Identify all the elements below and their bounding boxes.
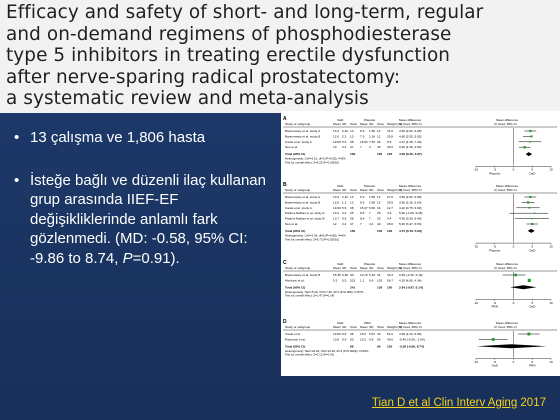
study-value: 4 <box>369 145 371 150</box>
study-value: 13 <box>350 200 354 205</box>
panel-note: Test for overall effect: Z=9.73 (P<0.00001) <box>285 237 340 242</box>
col-header-sd: SD <box>342 325 347 329</box>
col-header-mean: Mean <box>360 266 368 270</box>
study-value: 13 <box>350 195 354 199</box>
study-value: 40 <box>377 145 381 150</box>
col-header-sd: SD <box>369 325 374 329</box>
study-value: 19.69 <box>333 139 341 144</box>
point-estimate <box>527 333 530 336</box>
favours-left: Placebo <box>489 171 501 176</box>
study-value: 15.47 <box>360 205 368 210</box>
x-tick-label: 5 <box>531 359 534 364</box>
study-ci: 3.00 [1.46, 4.52] <box>399 145 422 150</box>
study-value: 19.69 <box>333 205 341 210</box>
study-name: Bannerwary et al. study B <box>285 134 321 139</box>
study-value: 14.76 <box>360 273 368 277</box>
study-weight: 4.3 <box>387 211 392 216</box>
x-tick-label: -5 <box>493 244 497 249</box>
study-weight: 25.8 <box>387 134 394 139</box>
bullet-list <box>14 128 276 268</box>
col-header-study: Study or subgroup <box>285 325 311 329</box>
study-value: 1.56 <box>369 195 376 199</box>
col-header-mean: Mean <box>360 122 368 126</box>
study-value: 36 <box>377 139 381 144</box>
total-a: 160 <box>350 228 356 233</box>
col-header-total: Total <box>377 266 384 270</box>
citation-authors: Tian D et al <box>371 397 434 409</box>
col-header-sd: SD <box>342 188 347 192</box>
study-value: 13.7 <box>333 216 340 221</box>
col-header-total: Total <box>377 188 384 192</box>
study-value: 38 <box>350 332 354 336</box>
study-weight: 56.7 <box>387 278 394 283</box>
study-value: 5.66 <box>369 205 376 210</box>
point-estimate <box>530 135 532 137</box>
study-value: 6.9 <box>360 129 365 133</box>
study-value: 3.4 <box>342 145 347 150</box>
study-value: 7 <box>360 222 362 226</box>
citation <box>372 397 546 409</box>
title-line: after nerve-sparing radical prostatectomy: <box>6 66 401 88</box>
study-name: Montorsi et al. <box>285 278 305 283</box>
panel-letter: A <box>283 116 287 122</box>
slide-title <box>6 2 556 110</box>
panel-letter: D <box>283 319 287 325</box>
x-tick-label: -10 <box>473 167 479 172</box>
col-header-total: Total <box>350 325 357 329</box>
panel-note: Heterogeneity: Chi²=2.34, df=5 (P=0.80); I²=0% <box>285 233 346 238</box>
study-value: 40 <box>350 273 354 277</box>
study-ci: 4.20 [4.06, 4.34] <box>399 278 422 283</box>
study-ci: 5.60 [-1.05, 9.25] <box>399 211 423 216</box>
col-header-study: Study or subgroup <box>285 188 311 192</box>
col-header-mean: Mean <box>360 325 368 329</box>
group-a-header: OaD <box>337 262 344 266</box>
summary-diamond <box>526 152 532 156</box>
study-value: 12 <box>377 195 381 199</box>
study-value: 0.6 <box>369 278 374 283</box>
study-value: 38 <box>350 205 354 210</box>
study-ci: 4.09 [1.23, 6.95] <box>399 332 422 336</box>
group-a-header: OaD <box>337 321 344 325</box>
x-tick-label: 0 <box>512 300 515 305</box>
favours-left: OaD <box>491 363 498 368</box>
study-weight: 8.5 <box>387 139 392 144</box>
col-header-mean: Mean <box>333 325 341 329</box>
x-tick-label: 10 <box>549 167 553 172</box>
study-ci: 4.80 [2.55, 5.05] <box>399 134 422 139</box>
x-tick-label: 0 <box>512 244 515 249</box>
total-a: 241 <box>350 285 356 290</box>
study-value: 25 <box>377 216 381 221</box>
total-b: 136 <box>377 285 383 290</box>
total-weight: 100 <box>387 344 393 349</box>
total-a: 109 <box>350 152 356 157</box>
study-ci: 0.59 [-2.90, 3.19] <box>399 273 423 277</box>
study-value: 5.5 <box>342 205 347 210</box>
total-ci: 2.64 [-0.87, 6.14] <box>399 285 423 290</box>
col-header-total: Total <box>377 122 384 126</box>
col-header-total: Total <box>377 325 384 329</box>
study-value: 2.58 <box>369 200 376 205</box>
col-header-mean: Mean <box>333 122 341 126</box>
study-value: 15.35 <box>333 273 341 277</box>
plot-header-md: Mean difference <box>496 118 519 122</box>
study-ci: 4.90 [0.35, 9.45] <box>399 216 422 221</box>
group-a-header: OaD <box>337 184 344 188</box>
group-b-header: Placebo <box>364 118 376 122</box>
forest-plot-svg <box>281 111 560 376</box>
study-value: 0.5 <box>342 278 347 283</box>
panel-note: Heterogeneity: Tau²=42.02; Chi²=14.36, df=1 (P=0.0002); I²=93% <box>285 348 369 353</box>
x-tick-label: 5 <box>531 300 534 305</box>
study-value: 12 <box>377 129 381 133</box>
study-value: 47 <box>350 222 354 226</box>
total-ci: -0.58 [-9.86, 8.74] <box>399 344 424 349</box>
citation-journal: Clin Interv Aging <box>433 397 518 409</box>
summary-diamond <box>510 285 536 289</box>
study-weight: 43.3 <box>387 273 394 277</box>
col-header-mean: Mean <box>333 188 341 192</box>
study-value: 8.8 <box>360 216 365 221</box>
study-value: 38 <box>350 139 354 144</box>
study-value: 8.9 <box>360 200 365 205</box>
study-weight: 28.0 <box>387 222 394 226</box>
point-estimate <box>529 130 531 132</box>
study-value: 34 <box>377 205 381 210</box>
point-estimate <box>534 213 535 214</box>
study-name: Canat et al. study A <box>285 205 312 210</box>
study-value: 1.56 <box>369 129 376 133</box>
study-ci: 4.37 [1.36, 7.40] <box>399 139 422 144</box>
point-estimate <box>527 201 529 203</box>
col-header-md-sub: IV, fixed, 95% CI <box>399 325 422 329</box>
title-line: a systematic review and meta-analysis <box>6 88 369 110</box>
col-header-md: Mean difference <box>399 321 422 325</box>
study-value: 12 <box>333 222 337 226</box>
study-name: Canat et al. study A <box>285 139 312 144</box>
study-value: 1.2 <box>342 200 347 205</box>
favours-left: Placebo <box>489 248 501 253</box>
study-value: 2.42 <box>342 129 349 133</box>
study-value: 28 <box>350 216 354 221</box>
x-tick-label: 0 <box>512 167 515 172</box>
col-header-mean: Mean <box>360 188 368 192</box>
study-value: 10 <box>333 145 337 150</box>
study-value: 15.6 <box>360 332 367 336</box>
favours-right: OaD <box>529 171 536 176</box>
x-tick-label: -10 <box>473 244 479 249</box>
study-name: Canat et al. <box>285 332 301 336</box>
study-value: 13.8 <box>333 337 340 342</box>
col-header-sd: SD <box>342 122 347 126</box>
forest-plot-figure <box>281 111 560 376</box>
study-ci: 4.50 [2.92, 6.08] <box>399 129 422 133</box>
study-name: Bannerwary et al. study B <box>285 273 321 277</box>
plot-header-md-sub: IV, fixed, 95% CI <box>494 325 517 329</box>
study-value: 201 <box>350 278 356 283</box>
bullet-text: İsteğe bağlı ve düzenli ilaç kullanan grup arasında IIEF-EF değişikliklerinde anlamlı fark gözlenmedi. (MD: -0.58, 95% CI: -9.86 to 8.74, <box>30 171 266 267</box>
study-weight: 4.4 <box>387 216 392 221</box>
point-estimate <box>529 141 530 142</box>
study-value: 2.18 <box>369 134 376 139</box>
study-value: 40 <box>377 332 381 336</box>
total-ci: 4.09 [3.25, 4.97] <box>399 152 422 157</box>
col-header-md-sub: IV, fixed, 95% CI <box>399 188 422 192</box>
summary-diamond <box>528 229 535 233</box>
study-value: 3.4 <box>342 222 347 226</box>
col-header-total: Total <box>350 122 357 126</box>
summary-diamond <box>477 344 547 348</box>
group-b-header: Placebo <box>364 262 376 266</box>
study-value: 102 <box>377 278 383 283</box>
study-name: Seo et al. <box>285 222 299 226</box>
study-value: 50 <box>377 337 381 342</box>
study-value: 15.52 <box>360 139 368 144</box>
study-value: 34 <box>377 273 381 277</box>
study-value: 7.45 <box>369 139 376 144</box>
x-tick-label: -10 <box>473 300 479 305</box>
study-value: 19.2 <box>360 337 367 342</box>
study-name: Seo et al. <box>285 145 299 150</box>
citation-year: 2017 <box>517 397 546 409</box>
total-weight: 100 <box>387 285 393 290</box>
col-header-md-sub: IV, fixed, 95% CI <box>399 122 422 126</box>
col-header-sd: SD <box>369 188 374 192</box>
study-value: 12.8 <box>333 200 340 205</box>
study-value: 13.4 <box>333 195 340 199</box>
bullet-text: 13 çalışma ve 1,806 hasta <box>30 129 206 146</box>
point-estimate <box>529 207 531 209</box>
x-tick-label: -10 <box>473 359 479 364</box>
study-name: Bannerwary et al. study B <box>285 200 321 205</box>
study-ci: 4.50 [2.92, 6.08] <box>399 195 422 199</box>
study-value: 50 <box>350 337 354 342</box>
study-value: 9.38 <box>342 273 349 277</box>
study-weight: 12.7 <box>387 205 394 210</box>
total-label: Total (95% CI) <box>285 152 306 157</box>
x-tick-label: -5 <box>493 300 497 305</box>
study-value: 25 <box>377 211 381 216</box>
plot-header-md-sub: IV, fixed, 95% CI <box>494 188 517 192</box>
study-value: 5.3 <box>333 278 338 283</box>
col-header-mean: Mean <box>333 266 341 270</box>
title-line: and on-demand regimens of phosphodiesterase <box>6 23 452 45</box>
favours-right: PRN <box>528 363 536 368</box>
total-label: Total (95% CI) <box>285 285 306 290</box>
col-header-sd: SD <box>369 266 374 270</box>
point-estimate <box>524 146 526 148</box>
favours-right: OaD <box>529 304 536 309</box>
panel-note: Heterogeneity: Tau²=5.42; Chi²=7.46, df=1 (P=0.006); I²=87% <box>285 289 364 294</box>
study-value: 5.29 <box>369 273 376 277</box>
study-value: 9.2 <box>342 211 347 216</box>
favours-left: PRN <box>491 304 499 309</box>
study-value: 12 <box>377 200 381 205</box>
study-value: 5.5 <box>342 332 347 336</box>
panel-note: Heterogeneity: Chi²=2.10, df=3 (P=0.55); I²=0% <box>285 156 346 161</box>
study-value: 6.57 <box>369 332 376 336</box>
x-tick-label: 5 <box>531 244 534 249</box>
study-value: 5.5 <box>342 139 347 144</box>
study-ci: 3.90 [2.16, 5.63] <box>399 200 422 205</box>
col-header-sd: SD <box>369 122 374 126</box>
study-value: 9.9 <box>342 337 347 342</box>
col-header-study: Study or subgroup <box>285 266 311 270</box>
x-tick-label: 10 <box>549 244 553 249</box>
study-value: 7.9 <box>360 134 365 139</box>
study-weight: 49.0 <box>387 337 394 342</box>
study-name: Padma-Nathan et al. study A <box>285 211 325 216</box>
study-weight: 30.9 <box>387 200 394 205</box>
group-a-header: OaD <box>337 118 344 122</box>
total-label: Total (95% CI) <box>285 344 306 349</box>
study-value: 7 <box>360 145 362 150</box>
point-estimate <box>529 196 531 198</box>
title-line: type 5 inhibitors in treating erectile dysfunction <box>6 45 451 67</box>
study-weight: 51.0 <box>387 332 394 336</box>
col-header-md-sub: IV, fixed, 95% CI <box>399 266 422 270</box>
study-value: 9.8 <box>369 337 374 342</box>
panel-letter: B <box>283 182 287 188</box>
study-ci: 4.22 [0.75, 6.99] <box>399 205 422 210</box>
study-value: 12 <box>377 134 381 139</box>
group-b-header: Placebo <box>364 184 376 188</box>
study-ci: 5.00 [3.47, 6.53] <box>399 222 422 226</box>
col-header-weight: Weight (%) <box>387 266 403 270</box>
total-weight: 100 <box>387 152 393 157</box>
study-value: 8.8 <box>360 211 365 216</box>
point-estimate <box>531 218 532 219</box>
panel-note: Test for overall effect: Z=0.12 (P=0.91) <box>285 352 335 357</box>
study-name: Bannerwary et al. study A <box>285 195 321 199</box>
total-b: 150 <box>377 228 383 233</box>
total-a: 88 <box>350 344 354 349</box>
study-value: 13.4 <box>333 211 340 216</box>
x-tick-label: 10 <box>549 359 553 364</box>
study-name: Pavlovich et al. <box>285 337 306 342</box>
bullet-marker: • <box>14 171 20 189</box>
study-weight: 27.6 <box>387 195 394 199</box>
col-header-total: Total <box>350 266 357 270</box>
study-name: Bannerwary et al. study A <box>285 129 321 133</box>
total-b: 90 <box>377 344 381 349</box>
bullet-text-end: =0.91). <box>132 249 180 267</box>
plot-header-md-sub: IV, fixed, 95% CI <box>494 266 517 270</box>
x-tick-label: -5 <box>493 167 497 172</box>
study-value: 25 <box>350 211 354 216</box>
title-box <box>0 0 560 113</box>
bullet-item <box>14 171 276 269</box>
col-header-md: Mean difference <box>399 262 422 266</box>
study-value: 9.6 <box>342 216 347 221</box>
col-header-total: Total <box>350 188 357 192</box>
study-value: 13.4 <box>333 129 340 133</box>
point-estimate <box>492 338 495 341</box>
point-estimate <box>531 223 533 225</box>
panel-letter: C <box>283 260 287 266</box>
total-ci: 4.74 [3.79, 5.69] <box>399 228 422 233</box>
favours-right: OaD <box>529 248 536 253</box>
group-b-header: PRN <box>364 321 371 325</box>
p-symbol: P <box>122 249 133 267</box>
study-value: 6.9 <box>360 195 365 199</box>
panel-note: Test for overall effect: Z=9.25 (P<0.00001) <box>285 160 340 165</box>
total-weight: 100 <box>387 228 393 233</box>
total-label: Total (95% CI) <box>285 228 306 233</box>
col-header-sd: SD <box>342 266 347 270</box>
col-header-weight: Weight (%) <box>387 188 403 192</box>
total-b: 100 <box>377 152 383 157</box>
panel-note: Test for overall effect: Z=1.47 (P=0.14) <box>285 293 335 298</box>
plot-header-md: Mean difference <box>496 184 519 188</box>
x-tick-label: 10 <box>549 300 553 305</box>
study-value: 2.42 <box>342 195 349 199</box>
x-tick-label: 5 <box>531 167 534 172</box>
study-weight: 34.0 <box>387 145 394 150</box>
x-tick-label: -5 <box>493 359 497 364</box>
study-value: 40 <box>377 222 381 226</box>
col-header-md: Mean difference <box>399 118 422 122</box>
study-value: 12.6 <box>333 134 340 139</box>
bullet-marker: • <box>14 129 20 146</box>
col-header-study: Study or subgroup <box>285 122 311 126</box>
study-value: 7 <box>369 211 371 216</box>
plot-header-md-sub: IV, fixed, 95% CI <box>494 122 517 126</box>
study-weight: 31.6 <box>387 129 394 133</box>
study-value: 2.2 <box>342 134 347 139</box>
study-value: 19.69 <box>333 332 341 336</box>
point-estimate <box>514 274 517 277</box>
x-tick-label: 0 <box>512 359 515 364</box>
study-value: 13 <box>350 134 354 139</box>
point-estimate <box>528 279 531 282</box>
col-header-weight: Weight (%) <box>387 122 403 126</box>
study-value: 1.1 <box>360 278 365 283</box>
study-ci: -5.40 [-9.26, -1.54] <box>399 337 425 342</box>
col-header-md: Mean difference <box>399 184 422 188</box>
title-line: Efficacy and safety of short- and long-term, regular <box>6 2 484 23</box>
plot-header-md: Mean difference <box>496 262 519 266</box>
study-value: 47 <box>350 145 354 150</box>
col-header-weight: Weight (%) <box>387 325 403 329</box>
study-value: 7 <box>369 216 371 221</box>
study-name: Padma-Nathan et al. study B <box>285 216 325 221</box>
bullet-item <box>14 128 276 148</box>
plot-header-md: Mean difference <box>496 321 519 325</box>
study-value: 4.4 <box>369 222 374 226</box>
study-value: 13 <box>350 129 354 133</box>
